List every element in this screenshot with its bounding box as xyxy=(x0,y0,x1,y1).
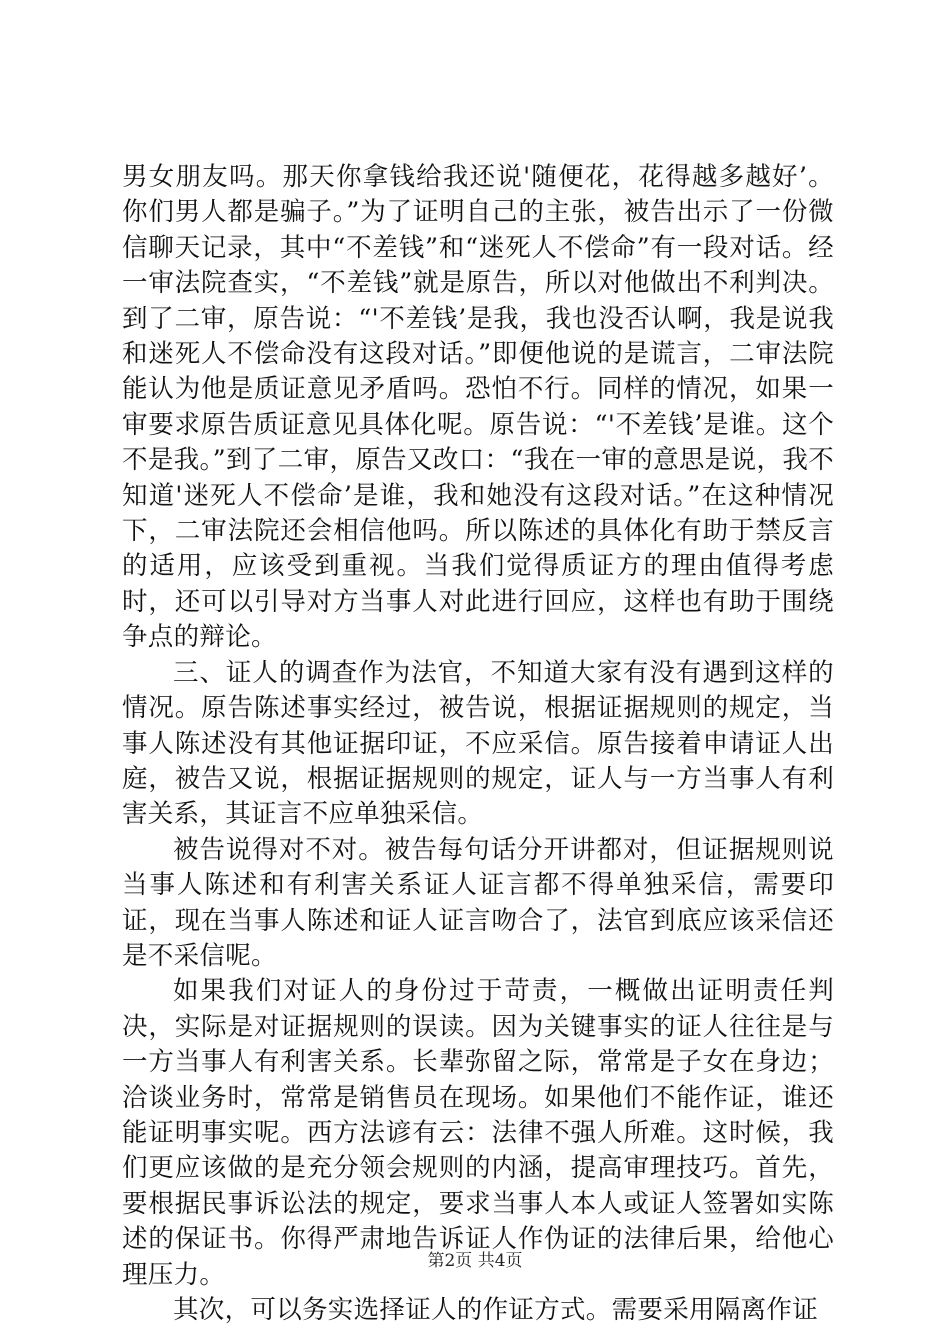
paragraph-5: 其次，可以务实选择证人的作证方式。需要采用隔离作证 xyxy=(173,1295,819,1325)
paragraph-2: 三、证人的调查作为法官，不知道大家有没有遇到这样的情况。原告陈述事实经过，被告说，根据证据规则的规定，当事人陈述没有其他证据印证，不应采信。原告接着申请证人出庭，被告又说，根据证据规则的规定，证人与一方当事人有利害关系，其证言不应单独采信。 xyxy=(122,657,834,830)
paragraph-4: 如果我们对证人的身份过于苛责，一概做出证明责任判决，实际是对证据规则的误读。因为关键事实的证人往往是与一方当事人有利害关系。长辈弥留之际，常常是子女在身边；洽谈业务时，常常是销售员在现场。如果他们不能作证，谁还能证明事实呢。西方法谚有云：法律不强人所难。这时候，我们更应该做的是充分领会规则的内涵，提高审理技巧。首先，要根据民事诉讼法的规定，要求当事人本人或证人签署如实陈述的保证书。你得严肃地告诉证人作伪证的法律后果，给他心理压力。 xyxy=(122,976,834,1290)
paragraph-1: 男女朋友吗。那天你拿钱给我还说'随便花，花得越多越好’。你们男人都是骗子。”为了证明自己的主张，被告出示了一份微信聊天记录，其中“不差钱”和“迷死人不偿命”有一段对话。经一审法院查实，“不差钱”就是原告，所以对他做出不利判决。到了二审，原告说：“'不差钱’是我，我也没否认啊，我是说我和迷死人不偿命没有这段对话。”即便他说的是谎言，二审法院能认为他是质证意见矛盾吗。恐怕不行。同样的情况，如果一审要求原告质证意见具体化呢。原告说：“'不差钱’是谁。这个不是我。”到了二审，原告又改口：“我在一审的意思是说，我不知道'迷死人不偿命’是谁，我和她没有这段对话。”在这种情况下，二审法院还会相信他吗。所以陈述的具体化有助于禁反言的适用，应该受到重视。当我们觉得质证方的理由值得考虑时，还可以引导对方当事人对此进行回应，这样也有助于围绕争点的辩论。 xyxy=(122,162,834,653)
paragraph-3: 被告说得对不对。被告每句话分开讲都对，但证据规则说当事人陈述和有利害关系证人证言都不得单独采信，需要印证，现在当事人陈述和证人证言吻合了，法官到底应该采信还是不采信呢。 xyxy=(122,834,834,971)
page-number-footer: 第2页 共4页 xyxy=(427,1251,523,1271)
document-body xyxy=(122,160,834,1328)
